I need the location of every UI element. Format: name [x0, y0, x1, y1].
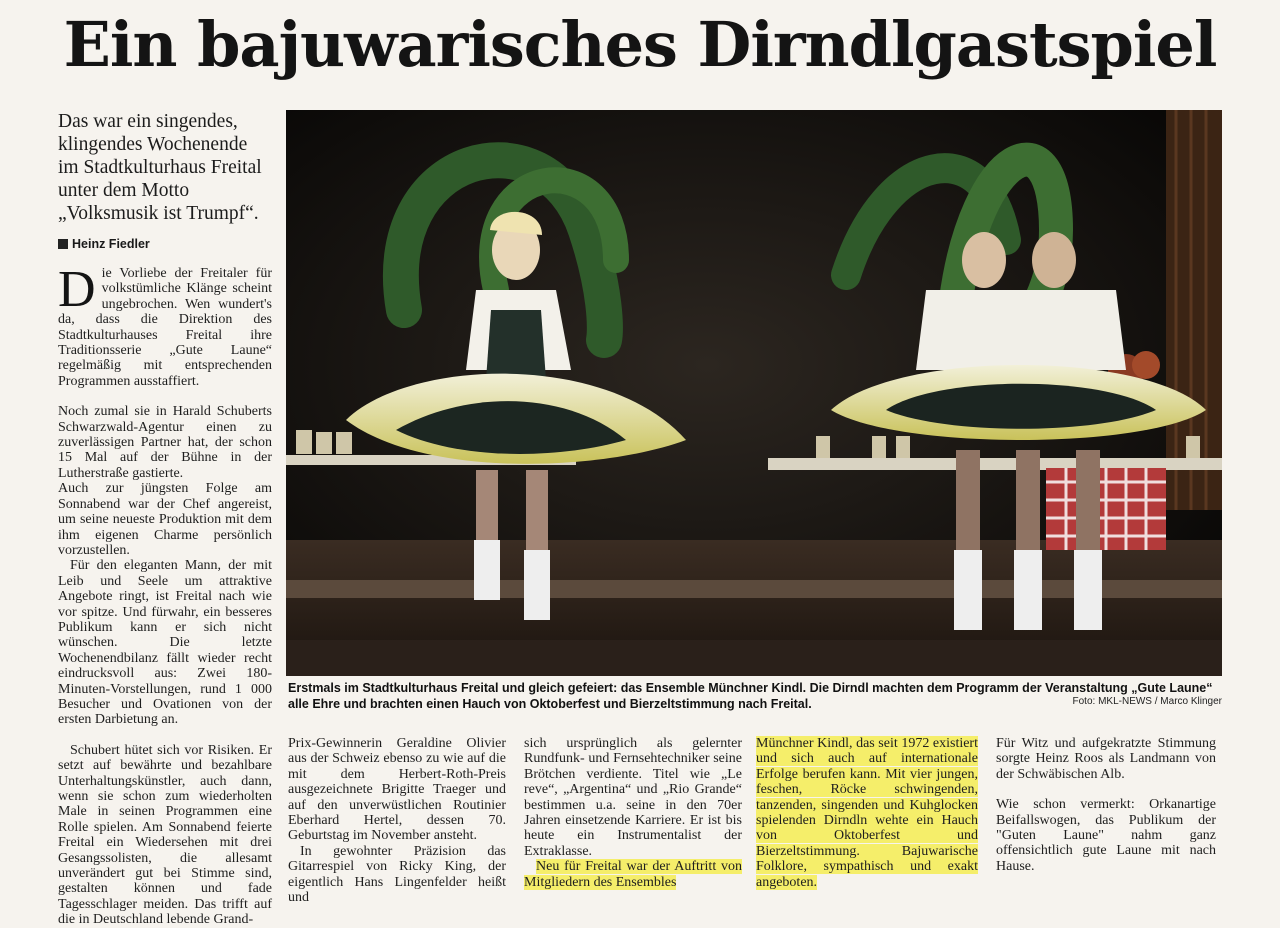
photo-caption: Erstmals im Stadtkulturhaus Freital und gleich gefeiert: das Ensemble Münchner Kindl. Die Dirndl machten dem Programm der Veranstaltung „Gute Laune“ alle Ehre und brachten einen Hauch von Oktoberfest und Bierzeltstimmung nach Freital. — [288, 681, 1213, 711]
paragraph: Prix-Gewinnerin Geraldine Olivier aus der Schweiz ebenso zu wie auf die mit dem Herbert-Roth-Preis ausgezeichnete Brigitte Traeger und auf den unverwüstlichen Routinier Eberhard Hertel, dessen 70. Geburtstag im November ansteht. — [288, 736, 506, 844]
lead-text — [58, 110, 278, 225]
paragraph: Schubert hütet sich vor Risiken. Er setzt auf bewährte und bezahlbare Unterhaltungskünstler, auch dann, wenn sie schon zum wiederholten Male in seinen Programmen eine Rolle spielen. Am Sonnabend feierte Freital ein Wiedersehen mit drei Gesangssolisten, die allesamt unverändert gut bei Stimme sind, gestalten können und fade Tagesschlager meiden. Das trifft auf die in Deutschland lebende Grand- — [58, 742, 272, 928]
lead-line: Das war ein singendes, — [58, 111, 238, 132]
article-column-3 — [524, 736, 742, 890]
lead-line: im Stadtkulturhaus Freital — [58, 157, 262, 178]
lead-line: unter dem Motto — [58, 180, 190, 201]
article-column-1 — [58, 261, 272, 928]
paragraph — [524, 859, 742, 890]
dropcap: D — [58, 261, 96, 318]
article-column-2 — [288, 736, 506, 905]
author-name: Heinz Fiedler — [72, 237, 150, 251]
paragraph: Für den eleganten Mann, der mit Leib und Seele um attraktive Angebote ringt, ist Freital nach wie vor spitze. Und fürwahr, ein besseres Publikum kann er sich nicht wünschen. Die letzte Wochenendbilanz fällt wieder recht eindrucksvoll aus: Zwei 180-Minuten-Vorstellungen, rund 1 000 Besucher und Ovationen von der ersten Darbietung an. — [58, 558, 272, 728]
byline — [58, 237, 150, 251]
stage-photo — [286, 110, 1222, 676]
paragraph: sich ursprünglich als gelernter Rundfunk- und Fernsehtechniker seine Brötchen verdiente. Titel wie „Le reve“, „Argentina“ und „Rio Grande“ bestimmen u.a. seine in den 70er Jahren einsetzende Karriere. Er ist bis heute ein Instrumentalist der Extraklasse. — [524, 736, 742, 859]
byline-square-icon — [58, 239, 68, 249]
paragraph: Auch zur jüngsten Folge am Sonnabend war der Chef angereist, um seine neueste Produktion mit dem ihm eigenen Charme persönlich vorzustellen. — [58, 481, 272, 558]
photo-credit: Foto: MKL-NEWS / Marco Klinger — [1072, 696, 1222, 707]
paragraph — [58, 261, 272, 389]
lead-line: „Volksmusik ist Trumpf“. — [58, 203, 259, 224]
paragraph — [756, 736, 978, 890]
highlighted-text: Münchner Kindl, das seit 1972 existiert und sich auch auf internationale Erfolge berufen kann. Mit vier jungen, feschen, Röcke schwingenden, tanzenden, singenden und Kuhglocken spielenden Dirndln wehte ein Hauch von Oktoberfest und Bierzeltstimmung. Bajuwarische Folklore, sympathisch und exakt angeboten. — [756, 736, 978, 890]
headline: Ein bajuwarisches Dirndlgastspiel — [63, 8, 1217, 81]
article-column-4 — [756, 736, 978, 890]
paragraph: In gewohnter Präzision das Gitarrespiel von Ricky King, der eigentlich Hans Lingenfelder heißt und — [288, 843, 506, 906]
paragraph-text: ie Vorliebe der Freitaler für volkstümliche Klänge scheint ungebrochen. Wen wundert's da, dass die Direktion des Stadtkulturhauses Freital ihre Traditionsserie „Gute Laune“ regelmäßig mit entsprechenden Programmen ausstaffiert. — [58, 266, 272, 389]
photo-dirndl-dancers — [286, 110, 1222, 676]
paragraph: Wie schon vermerkt: Orkanartige Beifallswogen, das Publikum der "Guten Laune" nahm ganz offensichtlich gute Laune mit nach Hause. — [996, 797, 1216, 874]
lead-line: klingendes Wochenende — [58, 134, 248, 155]
highlighted-text: Neu für Freital war der Auftritt von Mitgliedern des Ensembles — [524, 859, 742, 890]
paragraph: Für Witz und aufgekratzte Stimmung sorgte Heinz Roos als Landmann von der Schwäbischen Alb. — [996, 736, 1216, 782]
article-column-5 — [996, 736, 1216, 874]
paragraph: Noch zumal sie in Harald Schuberts Schwarzwald-Agentur einen zu zuverlässigen Partner hat, der schon 15 Mal auf der Bühne in der Lutherstraße gastierte. — [58, 404, 272, 481]
